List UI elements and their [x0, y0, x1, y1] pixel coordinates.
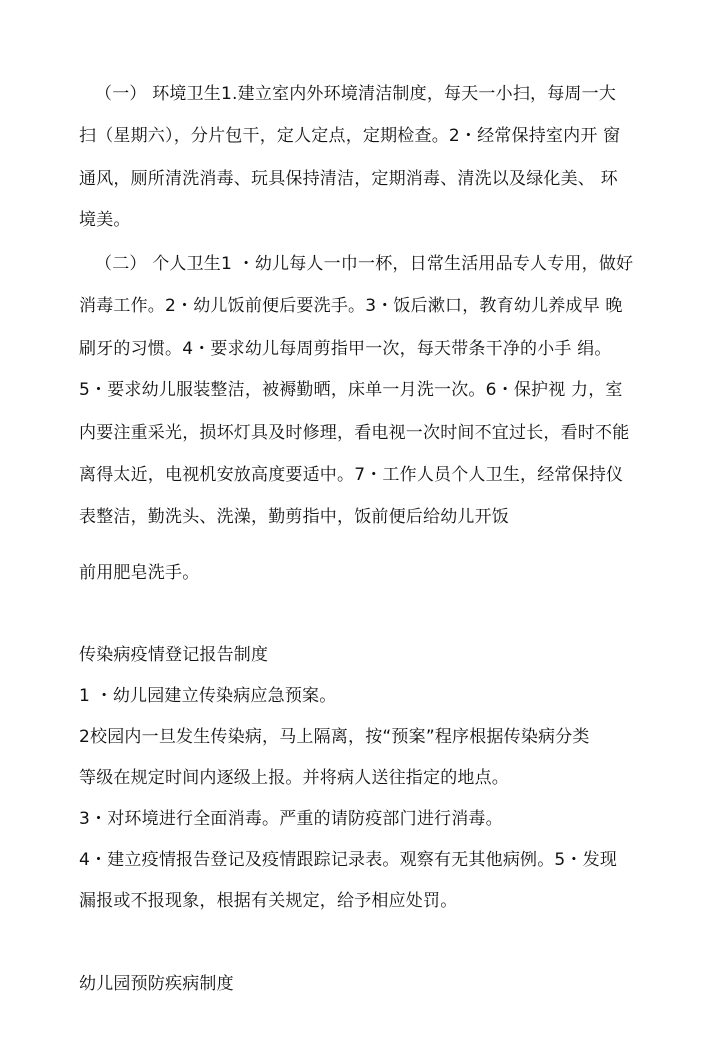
paragraph-line: （二） 个人卫生1 ・幼儿每人一巾一杯，日常生活用品专人专用，做好 [95, 254, 634, 274]
paragraph-line: 1 ・幼儿园建立传染病应急预案。 [79, 686, 337, 706]
paragraph-line: 2校园内一旦发生传染病，马上隔离，按“预案”程序根据传染病分类 [79, 727, 590, 747]
paragraph-line: 表整洁，勤洗头、洗澡，勤剪指中，饭前便后给幼儿开饭 [79, 507, 509, 527]
paragraph-line: 等级在规定时间内逐级上报。并将病人送往指定的地点。 [79, 768, 509, 788]
paragraph-line: 3・对环境进行全面消毒。严重的请防疫部门进行消毒。 [79, 809, 503, 829]
paragraph-line: （一） 环境卫生1.建立室内外环境清洁制度，每天一小扫，每周一大 [95, 84, 617, 104]
section-heading: 传染病疫情登记报告制度 [79, 645, 269, 665]
paragraph-line: 前用肥皂洗手。 [79, 563, 200, 583]
paragraph-line: 5・要求幼儿服装整洁，被褥勤晒，床单一月洗一次。6・保护视 力，室 [79, 380, 623, 400]
paragraph-line: 刷牙的习惯。4・要求幼儿每周剪指甲一次，每天带条干净的小手 绢。 [79, 339, 612, 359]
paragraph-line: 消毒工作。2・幼儿饭前便后要洗手。3・饭后漱口，教育幼儿养成早 晚 [79, 296, 623, 316]
paragraph-line: 4・建立疫情报告登记及疫情跟踪记录表。观察有无其他病例。5・发现 [79, 850, 618, 870]
paragraph-line: 扫（星期六），分片包干，定人定点，定期检查。2・经常保持室内开 窗 [79, 126, 621, 146]
paragraph-line: 内要注重采光，损坏灯具及时修理，看电视一次时间不宜过长，看时不能 [79, 423, 630, 443]
section-heading: 幼儿园预防疾病制度 [79, 974, 234, 994]
paragraph-line: 通风，厕所清洗消毒、玩具保持清洁，定期消毒、清洗以及绿化美、 环 [79, 169, 618, 189]
paragraph-line: 离得太近，电视机安放高度要适中。7・工作人员个人卫生，经常保持仪 [79, 465, 624, 485]
paragraph-line: 漏报或不报现象，根据有关规定，给予相应处罚。 [79, 891, 458, 911]
paragraph-line: 境美。 [79, 210, 131, 230]
